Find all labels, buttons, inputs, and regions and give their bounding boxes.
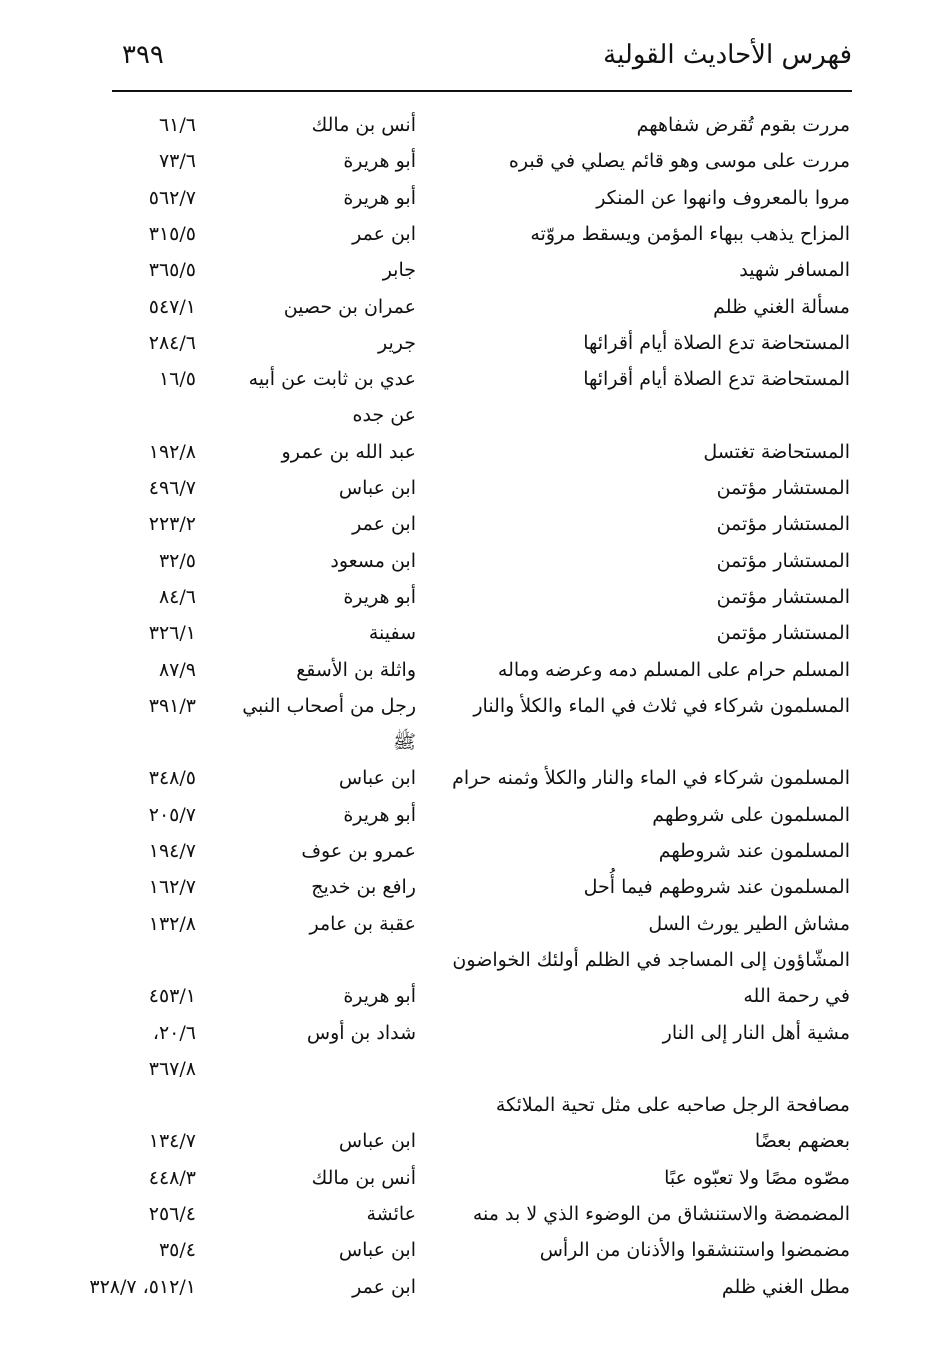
hadith-text: في رحمة الله (743, 985, 850, 1008)
index-row (0, 1054, 934, 1090)
narrator: ابن عمر (352, 1275, 416, 1298)
narrator: جرير (378, 331, 416, 354)
index-row (0, 763, 934, 799)
narrator: عن جده (352, 404, 416, 427)
index-row (0, 1199, 934, 1235)
index-row (0, 691, 934, 727)
volume-page-reference: ٥٦٢/٧ (148, 186, 196, 209)
page-number: ٣٩٩ (122, 40, 164, 70)
hadith-text: المسلمون عند شروطهم (658, 840, 850, 862)
hadith-text: المضمضة والاستنشاق من الوضوء الذي لا بد منه (472, 1203, 850, 1225)
index-row (0, 1163, 934, 1199)
index-row (0, 836, 934, 872)
narrator: عائشة (366, 1203, 416, 1225)
index-row (0, 183, 934, 219)
volume-page-reference: ٣٢/٥ (158, 549, 196, 572)
index-row (0, 1272, 934, 1308)
index-row (0, 618, 934, 654)
volume-page-reference: ٣٤٨/٥ (148, 767, 196, 790)
index-row (0, 546, 934, 582)
narrator: عدي بن ثابت عن أبيه (248, 368, 416, 391)
index-row (0, 727, 934, 763)
header-divider (112, 90, 852, 92)
hadith-text: المسلمون عند شروطهم فيما أُحل (583, 876, 850, 899)
index-row (0, 1235, 934, 1271)
volume-page-reference: ١٣٤/٧ (148, 1130, 196, 1153)
volume-page-reference: ١٩٤/٧ (148, 840, 196, 862)
index-row (0, 110, 934, 146)
volume-page-reference: ٣١٥/٥ (148, 222, 196, 245)
index-row (0, 981, 934, 1017)
narrator: ابن مسعود (330, 549, 416, 572)
volume-page-reference: ٨٤/٦ (158, 585, 196, 608)
hadith-text: المستشار مؤتمن (716, 622, 850, 645)
index-row (0, 219, 934, 255)
index-row (0, 1126, 934, 1162)
index-row (0, 582, 934, 618)
hadith-text: مررت على موسى وهو قائم يصلي في قبره (508, 150, 850, 173)
narrator: عبد الله بن عمرو (281, 440, 416, 463)
hadith-text: مصّوه مصًا ولا تعبّوه عبًا (664, 1166, 850, 1189)
hadith-text: المستشار مؤتمن (716, 513, 850, 536)
volume-page-reference: ٤٤٨/٣ (148, 1166, 196, 1189)
narrator: ابن عمر (352, 513, 416, 536)
page-header (112, 40, 852, 84)
index-row (0, 328, 934, 364)
index-row (0, 437, 934, 473)
hadith-text: مصافحة الرجل صاحبه على مثل تحية الملائكة (495, 1094, 850, 1117)
index-row (0, 800, 934, 836)
volume-page-reference: ٤٥٣/١ (148, 985, 196, 1008)
narrator: أنس بن مالك (311, 114, 416, 136)
narrator: رجل من أصحاب النبي (242, 694, 416, 717)
narrator: أبو هريرة (343, 985, 416, 1008)
narrator: واثلة بن الأسقع (296, 658, 416, 681)
volume-page-reference: ١٩٢/٨ (148, 440, 196, 463)
hadith-text: المستشار مؤتمن (716, 477, 850, 499)
volume-page-reference: ٢٥٦/٤ (148, 1203, 196, 1225)
index-row (0, 146, 934, 182)
volume-page-reference: ٣٦٥/٥ (148, 259, 196, 282)
hadith-text: المسلمون على شروطهم (652, 803, 850, 826)
volume-page-reference: ١٦/٥ (158, 368, 196, 391)
narrator: أبو هريرة (343, 803, 416, 826)
volume-page-reference: ٧٣/٦ (158, 150, 196, 173)
narrator: ابن عمر (352, 222, 416, 245)
index-row (0, 872, 934, 908)
hadith-text: المسافر شهيد (739, 259, 850, 282)
hadith-text: المسلمون شركاء في الماء والنار والكلأ وثمنه حرام (452, 767, 850, 790)
volume-page-reference: ١٦٢/٧ (148, 876, 196, 899)
hadith-text: بعضهم بعضًا (754, 1130, 850, 1153)
index-row (0, 1018, 934, 1054)
volume-page-reference: ١٣٢/٨ (148, 912, 196, 935)
hadith-text: المسلم حرام على المسلم دمه وعرضه وماله (497, 658, 850, 681)
hadith-text: مسألة الغني ظلم (713, 295, 850, 318)
index-row (0, 655, 934, 691)
hadith-text: مضمضوا واستنشقوا والأذنان من الرأس (539, 1239, 850, 1262)
narrator: ابن عباس (338, 767, 416, 790)
narrator: أبو هريرة (343, 186, 416, 209)
hadith-text: مطل الغني ظلم (721, 1275, 850, 1298)
volume-page-reference: ٤٩٦/٧ (148, 477, 196, 499)
narrator: ابن عباس (338, 1130, 416, 1153)
narrator: ابن عباس (338, 477, 416, 499)
volume-page-reference: ٥١٢/١، ٣٢٨/٧ (89, 1275, 196, 1298)
hadith-text: المستحاضة تدع الصلاة أيام أقرائها (583, 331, 850, 354)
narrator: أنس بن مالك (311, 1166, 416, 1189)
volume-page-reference: ٢٢٣/٢ (148, 513, 196, 536)
hadith-text: المستحاضة تدع الصلاة أيام أقرائها (583, 368, 850, 391)
index-row (0, 255, 934, 291)
running-title: فهرس الأحاديث القولية (603, 40, 852, 70)
volume-page-reference: ٣٢٦/١ (148, 622, 196, 645)
hadith-text: المسلمون شركاء في ثلاث في الماء والكلأ والنار (473, 694, 850, 717)
volume-page-reference: ٢٨٤/٦ (148, 331, 196, 354)
volume-page-reference: ٣٥/٤ (158, 1239, 196, 1262)
narrator: أبو هريرة (343, 585, 416, 608)
narrator: ﷺ (393, 731, 416, 754)
hadith-text: مروا بالمعروف وانهوا عن المنكر (596, 186, 850, 209)
hadith-text: المستشار مؤتمن (716, 585, 850, 608)
index-row (0, 364, 934, 400)
volume-page-reference: ٦١/٦ (158, 114, 196, 136)
index-row (0, 509, 934, 545)
narrator: أبو هريرة (343, 150, 416, 173)
volume-page-reference: ٣٦٧/٨ (148, 1057, 196, 1080)
narrator: ابن عباس (338, 1239, 416, 1262)
volume-page-reference: ٥٤٧/١ (148, 295, 196, 318)
index-row (0, 473, 934, 509)
index-row (0, 292, 934, 328)
hadith-text: مشاش الطير يورث السل (648, 912, 850, 935)
index-row (0, 1090, 934, 1126)
narrator: عقبة بن عامر (309, 912, 416, 935)
hadith-text: المستحاضة تغتسل (703, 440, 850, 463)
hadith-text: المزاح يذهب ببهاء المؤمن ويسقط مروّته (530, 222, 850, 245)
narrator: سفينة (368, 622, 416, 645)
volume-page-reference: ٨٧/٩ (158, 658, 196, 681)
volume-page-reference: ٢٠٥/٧ (148, 803, 196, 826)
volume-page-reference: ٢٠/٦، (152, 1021, 196, 1044)
hadith-text: مشية أهل النار إلى النار (662, 1021, 850, 1044)
volume-page-reference: ٣٩١/٣ (148, 694, 196, 717)
narrator: شداد بن أوس (306, 1021, 416, 1044)
narrator: عمرو بن عوف (301, 840, 416, 862)
index-row (0, 909, 934, 945)
hadith-text: المستشار مؤتمن (716, 549, 850, 572)
hadith-text: المشّاؤون إلى المساجد في الظلم أولئك الخواضون (452, 948, 850, 971)
hadith-text: مررت بقوم تُقرض شفاههم (636, 114, 850, 136)
index-row (0, 400, 934, 436)
narrator: عمران بن حصين (283, 295, 416, 318)
index-row (0, 945, 934, 981)
narrator: جابر (382, 259, 416, 282)
narrator: رافع بن خديج (311, 876, 416, 899)
